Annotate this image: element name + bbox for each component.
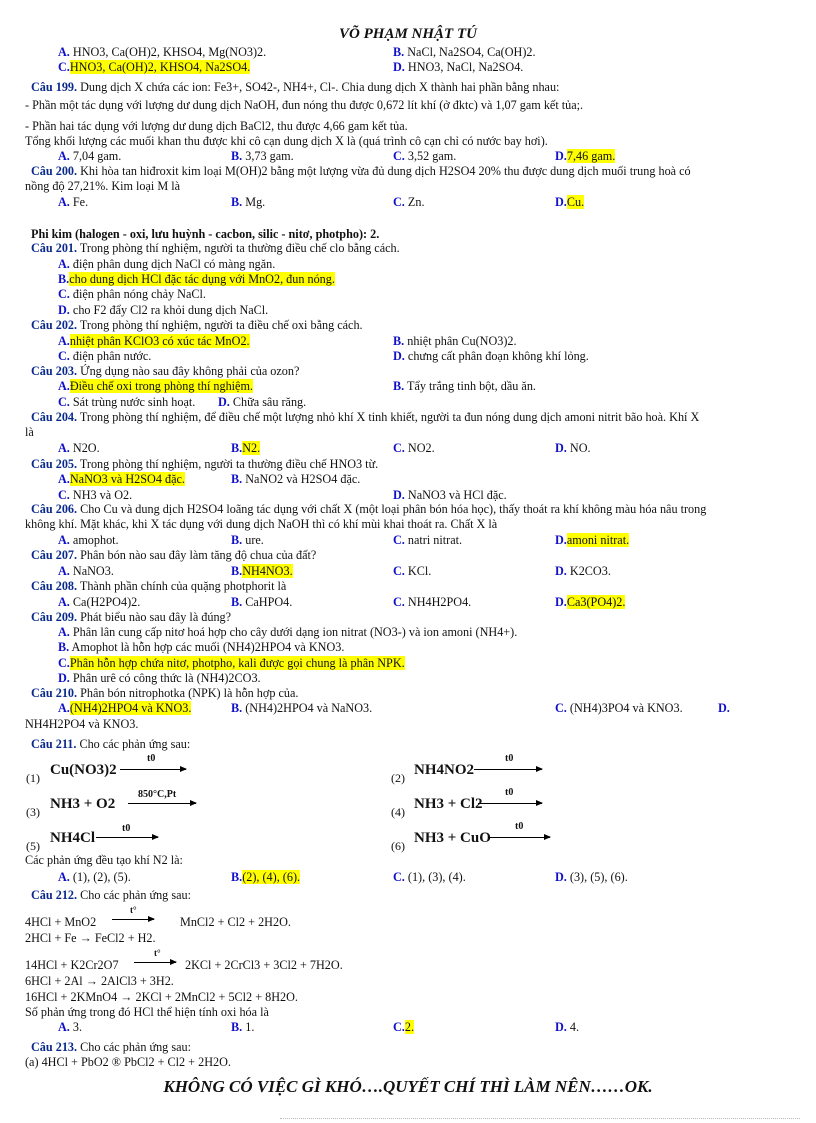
option [393, 1020, 414, 1034]
question-stem [31, 241, 400, 255]
reaction-condition: 850°C,Pt [138, 789, 177, 800]
option-text: HNO3, Ca(OH)2, KHSO4, Mg(NO3)2. [69, 45, 267, 59]
option [58, 272, 335, 286]
text-line [25, 931, 156, 945]
option-letter: D. [218, 395, 230, 409]
option [58, 625, 517, 639]
option [58, 334, 250, 348]
question-text: Thành phần chính của quặng photphorit là [77, 579, 287, 593]
text: là [25, 425, 34, 439]
option-text: Tẩy trắng tinh bột, dầu ăn. [404, 379, 536, 393]
option-text: cho dung dịch HCl đặc tác dụng với MnO2, đun nóng. [69, 272, 335, 286]
reaction-arrow [128, 803, 196, 804]
option [393, 195, 425, 209]
option [555, 149, 615, 163]
text-line [25, 958, 119, 972]
question-number: Câu 200. [31, 164, 78, 178]
option [58, 379, 253, 393]
page-footer: KHÔNG CÓ VIỆC GÌ KHÓ….QUYẾT CHÍ THÌ LÀM NÊN……OK. [163, 1077, 653, 1096]
text-line [25, 119, 408, 133]
text: NH4H2PO4 và KNO3. [25, 717, 139, 731]
option-text: natri nitrat. [404, 533, 463, 547]
option-letter: B. [393, 379, 405, 393]
text: 6HCl + 2Al → 2AlCl3 + 3H2. [25, 974, 174, 988]
option-letter: C. [58, 488, 70, 502]
option-text: N2O. [69, 441, 100, 455]
option [555, 1020, 579, 1034]
option-letter: C. [393, 149, 405, 163]
question-number: Câu 205. [31, 457, 78, 471]
option-text: Zn. [404, 195, 425, 209]
question-stem [31, 318, 363, 332]
option-text: KCl. [404, 564, 432, 578]
option [555, 441, 591, 455]
option [393, 149, 456, 163]
option-letter: D. [555, 195, 567, 209]
option-text: Phân hỗn hợp chứa nitơ, photpho, kali được gọi chung là phân NPK. [69, 656, 405, 670]
option-text: Mg. [242, 195, 266, 209]
option-letter: C. [393, 195, 405, 209]
question-text: Cho các phản ứng sau: [77, 1040, 191, 1054]
option [58, 195, 88, 209]
option-text: (NH4)2HPO4 và NaNO3. [242, 701, 373, 715]
option-letter: D. [58, 671, 70, 685]
option [218, 395, 306, 409]
option [58, 45, 266, 59]
option-text: điện phân nước. [69, 349, 152, 363]
question-number: Câu 206. [31, 502, 78, 516]
section-heading: Phi kim (halogen - oxi, lưu huỳnh - cacbon, silic - nitơ, photpho): 2. [31, 227, 380, 241]
option-letter: B. [58, 640, 70, 654]
text-line [25, 915, 96, 929]
reaction-number: (1) [26, 771, 40, 785]
option-text: amophot. [69, 533, 119, 547]
option-text: nhiệt phân Cu(NO3)2. [404, 334, 517, 348]
option-text: NaNO3 và H2SO4 đặc. [69, 472, 185, 486]
option [58, 533, 119, 547]
option-letter: A. [58, 564, 70, 578]
question-stem [31, 737, 190, 751]
reaction-arrow [112, 919, 154, 920]
option [58, 395, 195, 409]
option-letter: A. [58, 701, 70, 715]
option [231, 195, 265, 209]
text-line [25, 974, 174, 988]
option-letter: D. [58, 303, 70, 317]
option-text: 7,46 gam. [566, 149, 616, 163]
option-text: 3,52 gam. [404, 149, 457, 163]
option-letter: A. [58, 379, 70, 393]
reaction-arrow [120, 769, 186, 770]
question-number: Câu 203. [31, 364, 78, 378]
option-text: (NH4)3PO4 và KNO3. [566, 701, 683, 715]
option-text: (3), (5), (6). [566, 870, 628, 884]
option-letter: B. [231, 195, 243, 209]
question-number: Câu 199. [31, 80, 78, 94]
option [58, 441, 100, 455]
option-letter: A. [58, 45, 70, 59]
reaction-reactant: NH4Cl [50, 830, 95, 846]
text-line [25, 425, 34, 439]
option-letter: C. [58, 60, 70, 74]
option [231, 701, 372, 715]
text: (a) 4HCl + PbO2 ® PbCl2 + Cl2 + 2H2O. [25, 1055, 231, 1069]
option [58, 656, 405, 670]
option-text: Phân urê có công thức là (NH4)2CO3. [69, 671, 261, 685]
question-stem [31, 457, 378, 471]
option-text: NH4H2PO4. [404, 595, 472, 609]
option [58, 671, 261, 685]
option-letter: A. [58, 595, 70, 609]
option [718, 701, 730, 715]
reaction-condition: t0 [505, 753, 514, 764]
reaction-condition: t0 [147, 753, 156, 764]
option [58, 60, 250, 74]
option-text: Cu. [566, 195, 585, 209]
option-letter: B. [58, 272, 70, 286]
option-letter: C. [393, 564, 405, 578]
option-letter: B. [231, 595, 243, 609]
reaction-condition: t0 [515, 821, 524, 832]
option-text: cho F2 đẩy Cl2 ra khỏi dung dịch NaCl. [69, 303, 269, 317]
option-letter: D. [555, 441, 567, 455]
option-letter: C. [555, 701, 567, 715]
text: - Phần một tác dụng với lượng dư dung dịch NaOH, đun nóng thu được 0,672 lít khí (ở đktc) và 1,07 gam kết tủa;. [25, 98, 584, 112]
option-text: 7,04 gam. [69, 149, 122, 163]
option-letter: C. [58, 656, 70, 670]
option [58, 870, 131, 884]
option [58, 595, 140, 609]
reaction-arrow [488, 837, 550, 838]
text-line [25, 990, 298, 1004]
option-text: CaHPO4. [242, 595, 293, 609]
text-line [25, 179, 180, 193]
option-letter: C. [58, 287, 70, 301]
option-letter: A. [58, 149, 70, 163]
option [393, 564, 431, 578]
option-text: HNO3, NaCl, Na2SO4. [404, 60, 524, 74]
text-line [25, 1055, 231, 1069]
option-letter: B. [231, 441, 243, 455]
reaction-number: (2) [391, 771, 405, 785]
option [231, 870, 300, 884]
option-letter: C. [58, 349, 70, 363]
heat-symbol: t° [130, 905, 137, 915]
option-letter: B. [231, 533, 243, 547]
option [393, 441, 435, 455]
option-text: HNO3, Ca(OH)2, KHSO4, Na2SO4. [69, 60, 251, 74]
question-text: Cho các phản ứng sau: [77, 888, 191, 902]
option [393, 533, 462, 547]
option-letter: D. [555, 533, 567, 547]
text: Tổng khối lượng các muối khan thu được khi cô cạn dung dịch X là (quá trình cô cạn chỉ có nước bay hơi). [25, 134, 548, 148]
question-text: Trong phòng thí nghiệm, người ta thường điều chế clo bằng cách. [77, 241, 400, 255]
option-letter: C. [393, 441, 405, 455]
option [393, 379, 536, 393]
text: không khí. Mặt khác, khi X tác dụng với dung dịch NaOH thì có khí mùi khai thoát ra. Chất X là [25, 517, 498, 531]
reaction-arrow [134, 962, 176, 963]
text-line [180, 915, 291, 929]
option [393, 870, 466, 884]
option-text: NaNO2 và H2SO4 đặc. [242, 472, 361, 486]
option-letter: B. [231, 472, 243, 486]
option-text: điện phân dung dịch NaCl có màng ngăn. [69, 257, 276, 271]
option-letter: D. [555, 1020, 567, 1034]
option-letter: B. [231, 564, 243, 578]
option [555, 533, 629, 547]
text: - Phần hai tác dụng với lượng dư dung dịch BaCl2, thu được 4,66 gam kết tủa. [25, 119, 408, 133]
option-text: Ca3(PO4)2. [566, 595, 626, 609]
option [58, 640, 344, 654]
question-text: Trong phòng thí nghiệm, người ta thường điều chế HNO3 từ. [77, 457, 379, 471]
option [555, 564, 611, 578]
option-letter: D. [718, 701, 730, 715]
option-letter: A. [58, 1020, 70, 1034]
option-letter: B. [393, 45, 405, 59]
question-number: Câu 212. [31, 888, 78, 902]
option-letter: A. [58, 334, 70, 348]
option [555, 870, 628, 884]
reaction-number: (5) [26, 839, 40, 853]
question-text: Trong phòng thí nghiệm, người ta điều chế oxi bằng cách. [77, 318, 363, 332]
text-line [25, 98, 583, 112]
option [58, 1020, 82, 1034]
option [58, 349, 151, 363]
text: 16HCl + 2KMnO4 → 2KCl + 2MnCl2 + 5Cl2 + 8H2O. [25, 990, 298, 1004]
option-text: Chữa sâu răng. [229, 395, 307, 409]
option-letter: A. [58, 257, 70, 271]
heat-symbol: t° [154, 948, 161, 958]
option-letter: B. [231, 149, 243, 163]
question-text: Cho Cu và dung dịch H2SO4 loãng tác dụng với chất X (một loại phân bón hóa học), thấy thoát ra khí không màu hóa nâu trong [77, 502, 707, 516]
text: 2HCl + Fe → FeCl2 + H2. [25, 931, 156, 945]
text-line [25, 717, 138, 731]
option [393, 334, 517, 348]
question-text: Ứng dụng nào sau đây không phải của ozon? [77, 364, 300, 378]
option-text: NaNO3 và HCl đặc. [404, 488, 507, 502]
option-text: NO. [566, 441, 591, 455]
question-number: Câu 213. [31, 1040, 78, 1054]
option [231, 1020, 254, 1034]
question-text: Phân bón nào sau đây làm tăng độ chua của đất? [77, 548, 317, 562]
option-letter: D. [393, 488, 405, 502]
question-stem [31, 1040, 191, 1054]
option-text: 3. [69, 1020, 83, 1034]
option-text: NaCl, Na2SO4, Ca(OH)2. [404, 45, 536, 59]
text: nồng độ 27,21%. Kim loại M là [25, 179, 181, 193]
option-letter: C. [58, 395, 70, 409]
option-letter: C. [393, 533, 405, 547]
question-stem [31, 888, 191, 902]
option-text: Phân lân cung cấp nitơ hoá hợp cho cây dưới dạng ion nitrat (NO3-) và ion amoni (NH4+). [69, 625, 518, 639]
text-line [25, 853, 183, 867]
reaction-number: (4) [391, 805, 405, 819]
reaction-arrow [474, 769, 542, 770]
option-text: K2CO3. [566, 564, 611, 578]
question-text: Dung dịch X chứa các ion: Fe3+, SO42-, NH4+, Cl-. Chia dung dịch X thành hai phần bằng nhau: [77, 80, 560, 94]
reaction-arrow [96, 837, 158, 838]
option [231, 564, 293, 578]
option-letter: A. [58, 441, 70, 455]
text: Các phản ứng đều tạo khí N2 là: [25, 853, 183, 867]
option-letter: D. [555, 595, 567, 609]
text: 2KCl + 2CrCl3 + 3Cl2 + 7H2O. [185, 958, 343, 972]
option-letter: D. [555, 149, 567, 163]
question-number: Câu 202. [31, 318, 78, 332]
text-line [185, 958, 343, 972]
option [393, 488, 507, 502]
option-letter: C. [393, 870, 405, 884]
option [58, 488, 132, 502]
question-text: Phát biểu nào sau đây là đúng? [77, 610, 232, 624]
option-letter: B. [231, 870, 243, 884]
page-header: VÕ PHẠM NHẬT TÚ [339, 26, 477, 42]
option-text: NH3 và O2. [69, 488, 133, 502]
reaction-number: (6) [391, 839, 405, 853]
option-text: NH4NO3. [242, 564, 293, 578]
question-number: Câu 201. [31, 241, 78, 255]
option [58, 472, 185, 486]
option-letter: B. [231, 701, 243, 715]
option [231, 441, 260, 455]
question-stem [31, 80, 559, 94]
text: 4HCl + MnO2 [25, 915, 97, 929]
option-text: amoni nitrat. [566, 533, 630, 547]
option [58, 564, 114, 578]
option-text: Amophot là hỗn hợp các muối (NH4)2HPO4 và KNO3. [69, 640, 345, 654]
option [58, 701, 191, 715]
option [58, 303, 268, 317]
option-text: Ca(H2PO4)2. [69, 595, 141, 609]
option-text: chưng cất phân đoạn không khí lỏng. [404, 349, 589, 363]
option-letter: A. [58, 472, 70, 486]
question-text: Phân bón nitrophotka (NPK) là hỗn hợp của. [77, 686, 299, 700]
option [231, 533, 264, 547]
reaction-reactant: NH3 + Cl2 [414, 796, 483, 812]
option-text: (2), (4), (6). [242, 870, 301, 884]
question-number: Câu 210. [31, 686, 78, 700]
text: 14HCl + K2Cr2O7 [25, 958, 119, 972]
reaction-arrow [478, 803, 542, 804]
footer-divider [280, 1118, 800, 1119]
question-number: Câu 204. [31, 410, 78, 424]
question-stem [31, 502, 706, 516]
option-letter: A. [58, 195, 70, 209]
text-line [25, 134, 548, 148]
question-stem [31, 410, 699, 424]
question-stem [31, 364, 299, 378]
question-number: Câu 211. [31, 737, 77, 751]
option [231, 149, 294, 163]
option-text: (NH4)2HPO4 và KNO3. [69, 701, 192, 715]
option [58, 257, 275, 271]
question-stem [31, 579, 286, 593]
option-letter: C. [393, 1020, 405, 1034]
option [58, 149, 121, 163]
option [393, 595, 471, 609]
option [231, 472, 360, 486]
option-text: điện phân nóng chảy NaCl. [69, 287, 206, 301]
option-text: nhiệt phân KClO3 có xúc tác MnO2. [69, 334, 250, 348]
option-text: Fe. [69, 195, 89, 209]
reaction-reactant: Cu(NO3)2 [50, 762, 117, 778]
option [393, 60, 523, 74]
option-text: 3,73 gam. [242, 149, 294, 163]
option [555, 195, 584, 209]
reaction-condition: t0 [505, 787, 514, 798]
section-heading [31, 227, 379, 241]
option-text: NaNO3. [69, 564, 114, 578]
option-letter: B. [231, 1020, 243, 1034]
reaction-reactant: NH3 + CuO [414, 830, 491, 846]
option-letter: D. [555, 870, 567, 884]
question-text: Khi hòa tan hiđroxit kim loại M(OH)2 bằng một lượng vừa đủ dung dịch H2SO4 20% thu được dung dịch muối trung hoà có [77, 164, 691, 178]
option-letter: D. [393, 60, 405, 74]
option-letter: A. [58, 625, 70, 639]
option-letter: C. [393, 595, 405, 609]
text: Số phản ứng trong đó HCl thể hiện tính oxi hóa là [25, 1005, 269, 1019]
question-number: Câu 208. [31, 579, 78, 593]
option-text: Sát trùng nước sinh hoạt. [69, 395, 196, 409]
option-letter: B. [393, 334, 405, 348]
text: MnCl2 + Cl2 + 2H2O. [180, 915, 291, 929]
option [393, 349, 589, 363]
option [231, 595, 292, 609]
question-text: Trong phòng thí nghiệm, để điều chế một lượng nhỏ khí X tinh khiết, người ta đun nóng dung dịch amoni nitrit bão hoà. Khí X [77, 410, 700, 424]
question-stem [31, 686, 298, 700]
question-text: Cho các phản ứng sau: [76, 737, 191, 751]
question-number: Câu 209. [31, 610, 78, 624]
option-text: N2. [242, 441, 261, 455]
reaction-number: (3) [26, 805, 40, 819]
option-text: 1. [242, 1020, 255, 1034]
reaction-reactant: NH4NO2 [414, 762, 474, 778]
option [393, 45, 536, 59]
option-letter: D. [393, 349, 405, 363]
option [555, 701, 683, 715]
text-line [25, 517, 497, 531]
option-text: (1), (3), (4). [404, 870, 466, 884]
reaction-condition: t0 [122, 823, 131, 834]
reaction-reactant: NH3 + O2 [50, 796, 116, 812]
option-letter: A. [58, 870, 70, 884]
option-text: 2. [404, 1020, 414, 1034]
option [555, 595, 625, 609]
option-text: ure. [242, 533, 264, 547]
question-stem [31, 164, 691, 178]
option-text: Điều chế oxi trong phòng thí nghiệm. [69, 379, 253, 393]
question-stem [31, 548, 316, 562]
question-stem [31, 610, 231, 624]
question-number: Câu 207. [31, 548, 78, 562]
option-letter: A. [58, 533, 70, 547]
option-letter: D. [555, 564, 567, 578]
option-text: (1), (2), (5). [69, 870, 131, 884]
option-text: 4. [566, 1020, 580, 1034]
option-text: NO2. [404, 441, 435, 455]
option [58, 287, 206, 301]
text-line [25, 1005, 269, 1019]
